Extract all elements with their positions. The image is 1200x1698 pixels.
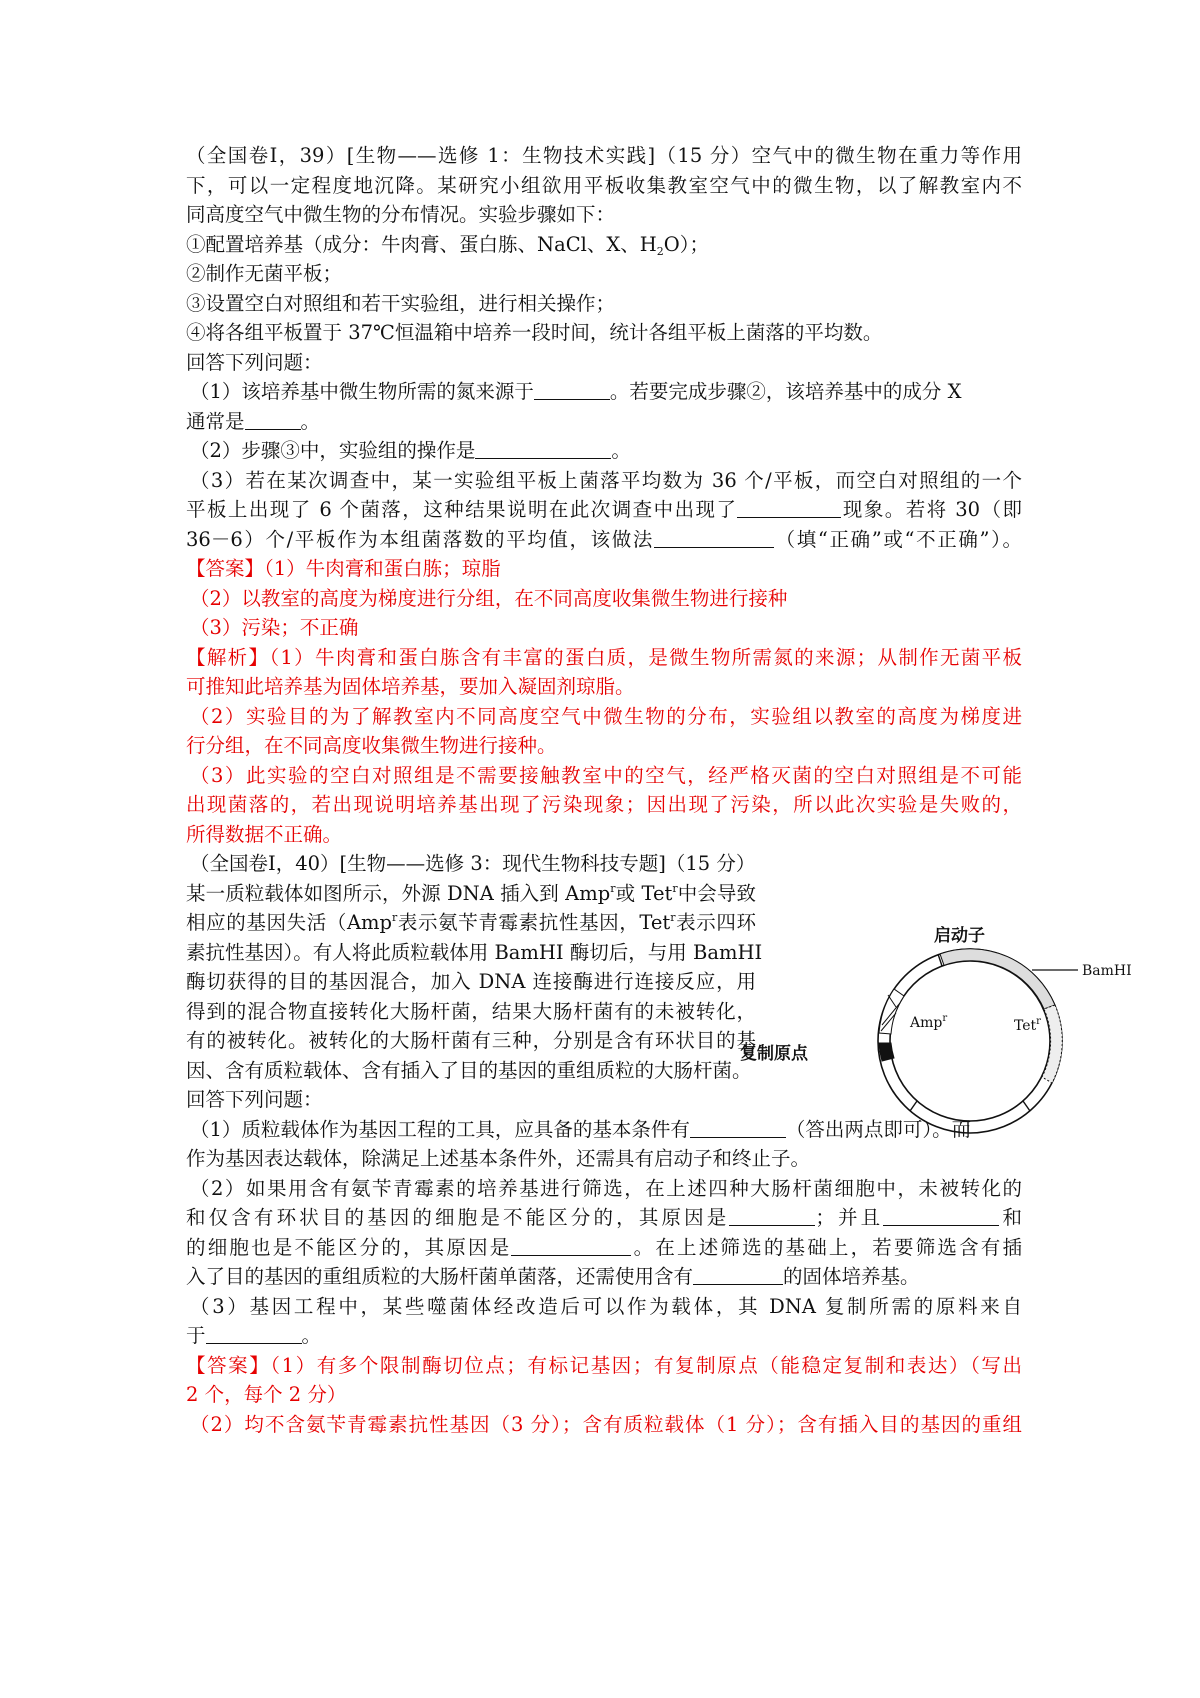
q39-step-4: ④将各组平板置于 37℃恒温箱中培养一段时间，统计各组平板上菌落的平均数。 bbox=[186, 321, 883, 344]
q40-question-3: （3）基因工程中，某些噬菌体经改造后可以作为载体，其 DNA 复制所需的原料来自 bbox=[190, 1294, 1022, 1318]
answer-blank bbox=[245, 407, 301, 430]
q39-analysis: 【解析】（1）牛肉膏和蛋白胨含有丰富的蛋白质，是微生物所需氮的来源；从制作无菌平板 bbox=[186, 645, 1022, 669]
q39-step-2: ②制作无菌平板； bbox=[186, 262, 343, 285]
q40-answer: 2 个，每个 2 分） bbox=[186, 1383, 347, 1406]
q40-stem-line: 因、含有质粒载体、含有插入了目的基因的重组质粒的大肠杆菌。 bbox=[186, 1058, 752, 1082]
q40-answer: （2）均不含氨苄青霉素抗性基因（3 分）；含有质粒载体（1 分）；含有插入目的基因的重组 bbox=[190, 1412, 1022, 1436]
q40-question-2: （2）如果用含有氨苄青霉素的培养基进行筛选，在上述四种大肠杆菌细胞中，未被转化的 bbox=[190, 1176, 1022, 1200]
origin-label: 复制原点 bbox=[740, 1044, 808, 1064]
answer-blank bbox=[475, 436, 611, 459]
ring-divider bbox=[910, 1101, 917, 1111]
answer-blank bbox=[654, 525, 774, 548]
q39-step-3: ③设置空白对照组和若干实验组，进行相关操作； bbox=[186, 291, 616, 315]
q40-question-3-cont: 于 。 bbox=[186, 1321, 1022, 1351]
ring-divider bbox=[1023, 1101, 1030, 1111]
q39-question-1-cont: 通常是 。 bbox=[186, 407, 1022, 437]
q40-prompt: 回答下列问题： bbox=[186, 1088, 323, 1111]
q39-question-1: （1）该培养基中微生物所需的氮来源于 。若要完成步骤②，该培养基中的成分 X bbox=[186, 377, 1022, 407]
q40-stem-line: 素抗性基因）。有人将此质粒载体用 BamHI 酶切后，与用 BamHI bbox=[186, 940, 763, 964]
q39-analysis: 行分组，在不同高度收集微生物进行接种。 bbox=[186, 734, 557, 757]
q40-stem-line: 相应的基因失活（Amp$^r$表示氨苄青霉素抗性基因，Tet$^r$表示四环 bbox=[186, 911, 756, 934]
q40-stem-line: 有的被转化。被转化的大肠杆菌有三种，分别是含有环状目的基 bbox=[186, 1029, 756, 1052]
q39-analysis: 出现菌落的，若出现说明培养基出现了污染现象；因出现了污染，所以此次实验是失败的， bbox=[186, 793, 1022, 816]
amp-label: Amp$^r$ bbox=[910, 1013, 948, 1031]
q39-answer: （2）以教室的高度为梯度进行分组，在不同高度收集微生物进行接种 bbox=[190, 586, 788, 610]
q39-answer: 【答案】（1）牛肉膏和蛋白胨；琼脂 bbox=[186, 557, 501, 580]
q40-question-2-cont: 入了目的基因的重组质粒的大肠杆菌单菌落，还需使用含有 的固体培养基。 bbox=[186, 1262, 1022, 1292]
q39-stem-line: 下，可以一定程度地沉降。某研究小组欲用平板收集教室空气中的微生物，以了解教室内不 bbox=[186, 173, 1022, 197]
q40-question-1-cont: 作为基因表达载体，除满足上述基本条件外，还需具有启动子和终止子。 bbox=[186, 1147, 811, 1170]
q39-question-3-cont: 平板上出现了 6 个菌落，这种结果说明在此次调查中出现了 现象。若将 30（即 bbox=[186, 495, 1022, 525]
q39-analysis: 所得数据不正确。 bbox=[186, 822, 343, 846]
q39-prompt: 回答下列问题： bbox=[186, 350, 323, 374]
answer-blank bbox=[690, 1115, 786, 1138]
answer-blank bbox=[729, 1203, 815, 1226]
q39-question-3-cont: 36－6）个/平板作为本组菌落数的平均值，该做法 （填“正确”或“不正确”）。 bbox=[186, 525, 1022, 555]
q39-step-1: ①配置培养基（成分：牛肉膏、蛋白胨、NaCl、X、$H_2O$）； bbox=[186, 232, 709, 258]
answer-blank bbox=[206, 1321, 302, 1344]
q40-question-2-cont: 和仅含有环状目的基因的细胞是不能区分的，其原因是 ；并且 和 bbox=[186, 1203, 1022, 1233]
answer-blank bbox=[534, 377, 610, 400]
plasmid-inner-ring bbox=[890, 961, 1050, 1121]
promoter-label: 启动子 bbox=[934, 926, 985, 946]
answer-blank bbox=[693, 1262, 783, 1285]
document-body bbox=[186, 141, 1022, 1439]
answer-blank bbox=[883, 1203, 999, 1226]
plasmid-diagram bbox=[740, 915, 1150, 1145]
answer-blank bbox=[737, 495, 841, 518]
q40-title: （全国卷Ⅰ，40）[生物——选修 3：现代生物科技专题]（15 分） bbox=[190, 852, 756, 875]
q39-stem-line: 同高度空气中微生物的分布情况。实验步骤如下： bbox=[186, 203, 616, 226]
tet-label: Tet$^r$ bbox=[1014, 1016, 1041, 1034]
q40-question-2-cont: 的细胞也是不能区分的，其原因是 。在上述筛选的基础上，若要筛选含有插 bbox=[186, 1233, 1022, 1263]
plasmid-figure bbox=[740, 915, 1150, 1145]
q40-stem-line: 得到的混合物直接转化大肠杆菌，结果大肠杆菌有的未被转化， bbox=[186, 999, 756, 1023]
bamhi-label: BamHI bbox=[1082, 963, 1132, 979]
q39-question-2: （2）步骤③中，实验组的操作是 。 bbox=[186, 436, 1022, 466]
q40-question-1: （1）质粒载体作为基因工程的工具，应具备的基本条件有 （答出两点即可）。而 bbox=[186, 1115, 1022, 1145]
q40-answer: 【答案】（1）有多个限制酶切位点；有标记基因；有复制原点（能稳定复制和表达）（写出 bbox=[186, 1353, 1022, 1377]
q39-question-3: （3）若在某次调查中，某一实验组平板上菌落平均数为 36 个/平板，而空白对照组的一个 bbox=[190, 468, 1022, 492]
q40-stem-line: 某一质粒载体如图所示，外源 DNA 插入到 Amp$^r$或 Tet$^r$中会导致 bbox=[186, 881, 756, 905]
q39-analysis: 可推知此培养基为固体培养基，要加入凝固剂琼脂。 bbox=[186, 675, 635, 698]
tet-segment bbox=[1042, 1005, 1062, 1083]
amp-segment bbox=[879, 989, 904, 1034]
q39-stem-line: （全国卷Ⅰ，39）[生物——选修 1：生物技术实践]（15 分）空气中的微生物在重力等作用 bbox=[186, 144, 1022, 167]
q39-answer: （3）污染；不正确 bbox=[190, 616, 359, 639]
q39-analysis: （3）此实验的空白对照组是不需要接触教室中的空气，经严格灭菌的空白对照组是不可能 bbox=[190, 763, 1022, 787]
q39-analysis: （2）实验目的为了解教室内不同高度空气中微生物的分布，实验组以教室的高度为梯度进 bbox=[190, 704, 1022, 728]
answer-blank bbox=[511, 1233, 631, 1256]
origin-segment bbox=[879, 1043, 894, 1061]
q40-stem-line: 酶切获得的目的基因混合，加入 DNA 连接酶进行连接反应，用 bbox=[186, 970, 756, 993]
